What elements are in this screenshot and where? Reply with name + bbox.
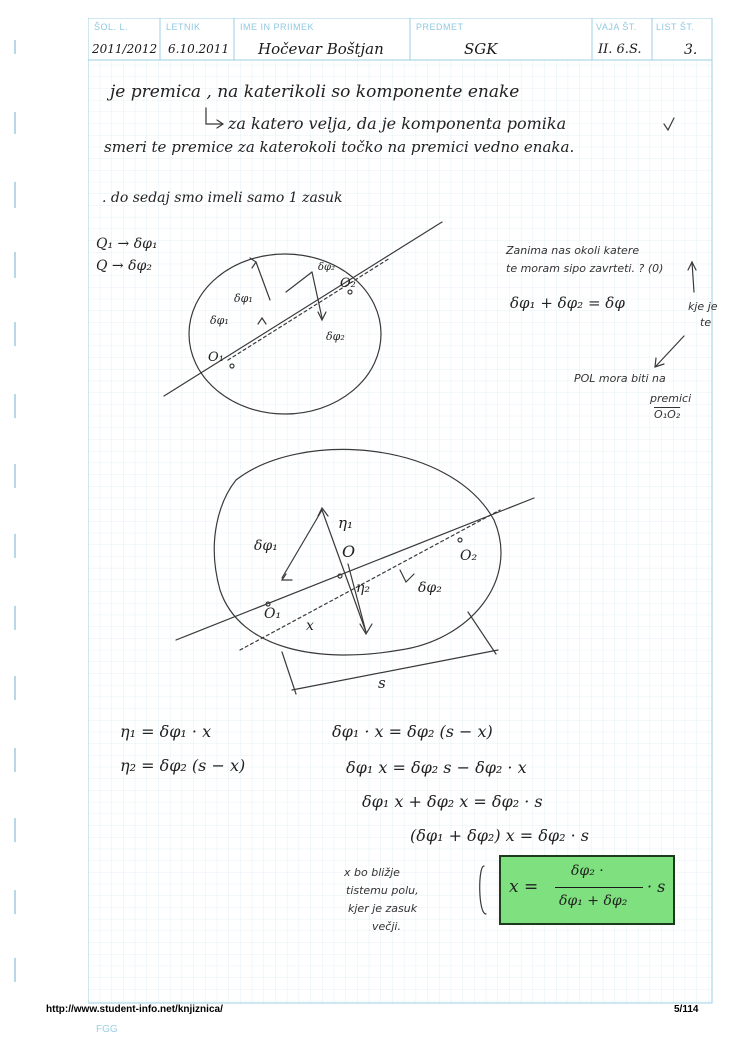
result-denominator: δφ₁ + δφ₂ (559, 893, 628, 909)
pol-note-2: premici (650, 392, 692, 405)
d2-label-phi2: δφ₂ (418, 580, 442, 596)
header-value-sol: 2011/2012 (92, 42, 158, 56)
d2-label-eta1: η₁ (338, 514, 353, 532)
header-label-sol: ŠOL. L. (94, 22, 129, 32)
d1-label-phi-mid: δφ₁ (234, 292, 253, 305)
footer-fgg: FGG (96, 1024, 118, 1035)
diagram-1-axis (164, 222, 442, 396)
header-value-sheet: 3. (684, 42, 698, 58)
d2-label-eta2: η₂ (356, 580, 370, 596)
header-value-name: Hočevar Boštjan (258, 40, 384, 58)
side-arrow-note: kje je (688, 300, 718, 313)
side-note-1: Zanima nas okoli katere (506, 244, 640, 257)
side-note-2: te moram sipo zavrteti. ? (0) (506, 262, 664, 275)
d2-label-phi1: δφ₁ (254, 538, 278, 554)
header-label-list: LIST ŠT. (656, 22, 695, 32)
eq-4: δφ₁ x = δφ₂ s − δφ₂ · x (346, 758, 527, 777)
pol-note-1: POL mora biti na (574, 372, 666, 385)
footer-page-number: 5/114 (674, 1004, 699, 1015)
eta1-line (282, 510, 322, 578)
d2-label-o1: O₁ (264, 606, 282, 622)
note-line-1: je premica , na katerikoli so komponente enake (110, 82, 520, 102)
eq-eta2: η₂ = δφ₂ (s − x) (120, 756, 246, 775)
note-map-2: Q → δφ₂ (96, 258, 152, 274)
dim-right (468, 612, 496, 654)
header-value-exercise: II. 6.S. (598, 42, 642, 57)
header-label-letnik: LETNIK (166, 22, 201, 32)
pol-note-3: O₁O₂ (654, 408, 681, 421)
result-box (499, 855, 675, 925)
header-value-subject: SGK (464, 40, 498, 58)
note-line-2: za katero velja, da je komponenta pomika (228, 114, 567, 133)
d2-label-o2: O₂ (460, 548, 478, 564)
eq-eta1: η₁ = δφ₁ · x (120, 722, 212, 741)
header-label-vaja: VAJA ŠT. (596, 22, 637, 32)
eq-3: δφ₁ · x = δφ₂ (s − x) (332, 722, 493, 741)
d1-label-phi1: δφ₁ (210, 314, 229, 327)
d2-label-s: s (378, 674, 386, 692)
header-value-date: 6.10.2011 (168, 42, 230, 56)
eta2-line (348, 564, 366, 632)
side-note-line-3: kjer je zasuk (348, 902, 418, 915)
result-numerator: δφ₂ · (571, 863, 604, 879)
dim-left (282, 652, 296, 694)
side-note-line-4: večji. (372, 920, 401, 933)
side-note-line-2: tistemu polu, (346, 884, 419, 897)
eq-6: (δφ₁ + δφ₂) x = δφ₂ · s (410, 826, 589, 845)
note-line-4: . do sedaj smo imeli samo 1 zasuk (102, 190, 343, 206)
dim-s (292, 650, 498, 690)
side-equation: δφ₁ + δφ₂ = δφ (510, 294, 625, 312)
side-arrow-note-2: te (700, 316, 712, 329)
d1-label-phi2: δφ₂ (318, 262, 336, 273)
d1-label-o2: O₂ (340, 276, 356, 291)
d2-label-o: O (342, 542, 356, 561)
note-map-1: Q₁ → δφ₁ (96, 236, 158, 252)
note-line-3: smeri te premice za katerokoli točko na premici vedno enaka. (104, 138, 575, 156)
result-rhs: · s (647, 877, 666, 896)
fraction-bar (555, 887, 643, 888)
d1-label-o1: O₁ (208, 350, 224, 365)
eq-5: δφ₁ x + δφ₂ x = δφ₂ · s (362, 792, 543, 811)
d1-label-phi2b: δφ₂ (326, 330, 345, 343)
result-lhs: x = (509, 877, 539, 897)
side-note-line-1: x bo bližje (344, 866, 400, 879)
header-label-ime: IME IN PRIIMEK (240, 22, 315, 32)
header-label-predmet: PREDMET (416, 22, 464, 32)
diagram-2-axis (176, 498, 534, 640)
d2-label-x: x (306, 618, 314, 634)
footer-url: http://www.student-info.net/knjiznica/ (46, 1004, 223, 1015)
